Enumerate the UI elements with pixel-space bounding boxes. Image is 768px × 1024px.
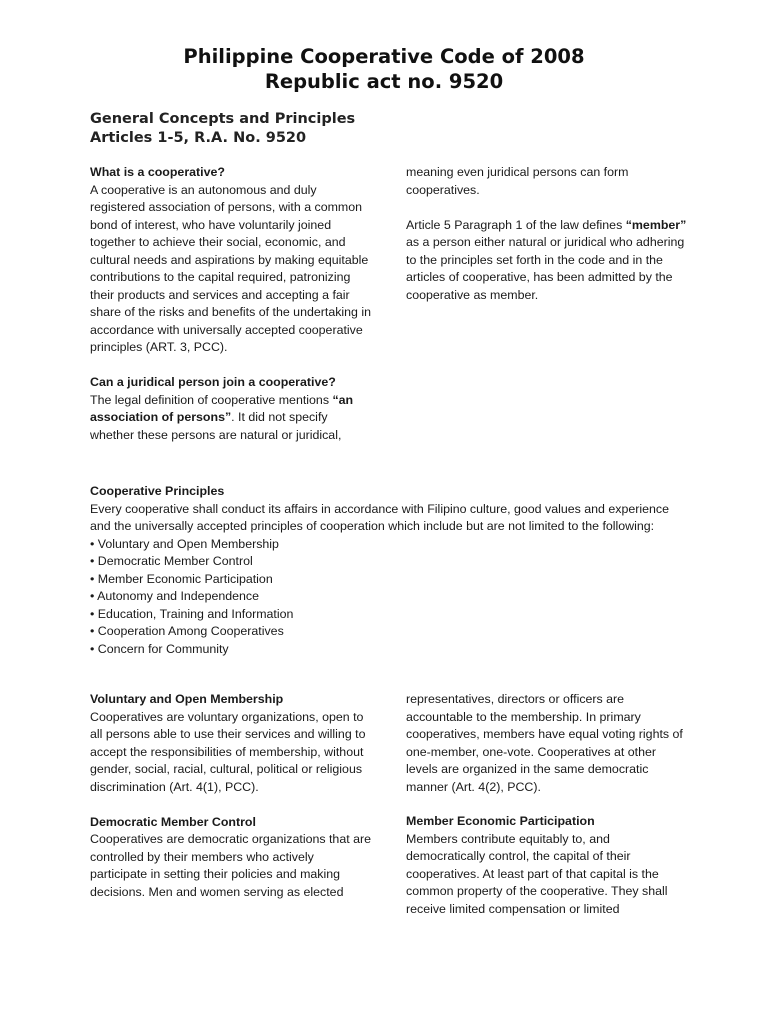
principle-label: Cooperation Among Cooperatives xyxy=(97,624,284,638)
list-item xyxy=(90,571,686,589)
bullet-icon: • xyxy=(90,606,95,621)
principle-label: Democratic Member Control xyxy=(97,554,253,568)
juridical-body-emphasis: “an association of persons” xyxy=(90,392,354,424)
juridical-person-body xyxy=(90,392,372,445)
section1-left-column xyxy=(90,164,372,444)
bullet-icon: • xyxy=(90,554,95,568)
title-line-2: Republic act no. 9520 xyxy=(264,70,504,93)
section3-right-column xyxy=(406,691,688,918)
principles-heading: Cooperative Principles xyxy=(90,484,225,498)
economic-participation-heading: Member Economic Participation xyxy=(406,814,595,828)
voluntary-membership-heading: Voluntary and Open Membership xyxy=(90,692,284,706)
document-title xyxy=(0,44,768,94)
democratic-control-heading: Democratic Member Control xyxy=(90,814,256,829)
subtitle-line-1: General Concepts and Principles xyxy=(90,111,356,127)
bullet-icon: • xyxy=(90,536,95,551)
list-item xyxy=(90,606,686,624)
list-item xyxy=(90,623,686,641)
article5-text-end: as a person either natural or juridical who adhering to the principles set forth in the code and in the articles of cooperative, has been admitted by the cooperative as member. xyxy=(406,235,685,302)
democratic-control-continuation: representatives, directors or officers are accountable to the membership. In primary cooperatives, members have equal voting rights of one-member, one-vote. Cooperatives at other levels are organized in the same democratic manner (Art. 4(2), PCC). xyxy=(406,692,683,794)
voluntary-membership-body: Cooperatives are voluntary organizations, open to all persons able to use their services and willing to accept the responsibilities of membership, without gender, social, racial, cultural, political or religious discrimination (Art. 4(1), PCC). xyxy=(90,709,366,794)
article5-definition xyxy=(406,217,688,305)
principle-label: Concern for Community xyxy=(97,641,229,656)
principles-section xyxy=(90,483,686,658)
what-is-cooperative-body: A cooperative is an autonomous and duly registered association of persons, with a common bond of interest, who have voluntarily joined together to achieve their social, economic, and cultural needs and aspirations by making equitable contributions to the capital required, patronizing their products and services and accepting a fair share of the risks and benefits of the undertaking in accordance with universally accepted cooperative principles (ART. 3, PCC). xyxy=(90,182,372,354)
principle-label: Voluntary and Open Membership xyxy=(97,536,279,551)
list-item xyxy=(90,588,686,606)
principle-label: Member Economic Participation xyxy=(97,571,273,586)
principles-intro: Every cooperative shall conduct its affairs in accordance with Filipino culture, good values and experience and the universally accepted principles of cooperation which include but are not limited to the following: xyxy=(90,501,670,533)
list-item xyxy=(90,536,686,554)
bullet-icon: • xyxy=(90,589,95,603)
subtitle-line-2: Articles 1-5, R.A. No. 9520 xyxy=(90,130,307,146)
principles-list xyxy=(90,536,686,659)
section1-right-column xyxy=(406,164,688,304)
section3-left-column xyxy=(90,691,372,901)
principle-label: Autonomy and Independence xyxy=(97,589,260,603)
section-subtitle xyxy=(90,110,355,148)
juridical-body-text: The legal definition of cooperative mentions xyxy=(90,392,333,407)
juridical-person-continuation: meaning even juridical persons can form cooperatives. xyxy=(406,165,629,197)
juridical-person-heading: Can a juridical person join a cooperative? xyxy=(90,375,336,389)
bullet-icon: • xyxy=(90,571,95,586)
title-line-1: Philippine Cooperative Code of 2008 xyxy=(183,45,585,68)
article5-text: Article 5 Paragraph 1 of the law defines xyxy=(406,217,626,232)
what-is-cooperative-heading: What is a cooperative? xyxy=(90,165,225,179)
member-term: “member” xyxy=(625,217,687,232)
democratic-control-body: Cooperatives are democratic organizations that are controlled by their members who actively participate in setting their policies and making decisions. Men and women serving as elected xyxy=(90,832,372,899)
principle-label: Education, Training and Information xyxy=(97,606,294,621)
economic-participation-body: Members contribute equitably to, and democratically control, the capital of their cooperatives. At least part of that capital is the common property of the cooperative. They shall receive limited compensation or limited xyxy=(406,831,668,916)
bullet-icon: • xyxy=(90,641,95,656)
bullet-icon: • xyxy=(90,624,95,638)
juridical-body-text-end: . It did not specify whether these persons are natural or juridical, xyxy=(90,410,342,442)
list-item xyxy=(90,553,686,571)
list-item xyxy=(90,641,686,659)
